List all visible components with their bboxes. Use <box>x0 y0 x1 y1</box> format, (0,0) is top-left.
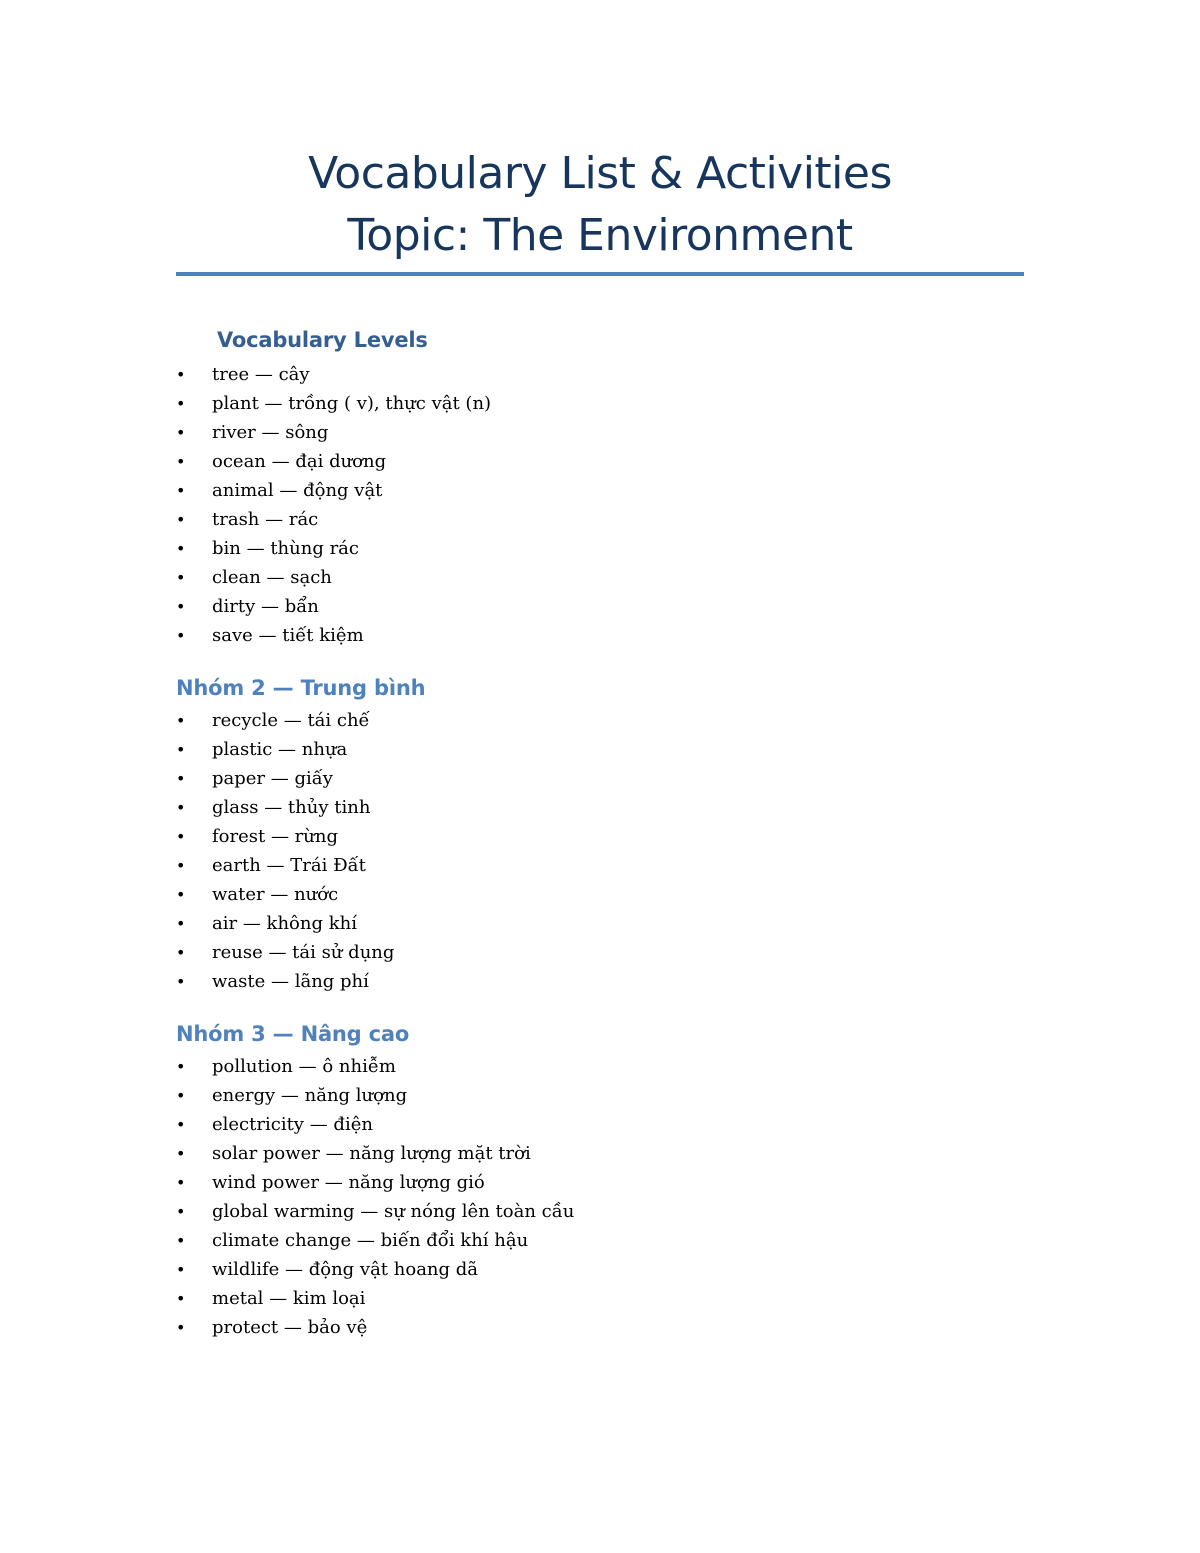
list-item-text: glass — thủy tinh <box>212 797 371 818</box>
title-underline-rule <box>176 272 1024 276</box>
section-heading-group-2: Nhóm 2 — Trung bình <box>176 676 426 700</box>
list-item-text: global warming — sự nóng lên toàn cầu <box>212 1201 575 1222</box>
bullet-icon: • <box>176 943 186 962</box>
list-item-text: trash — rác <box>212 509 319 530</box>
list-item-text: recycle — tái chế <box>212 710 370 731</box>
list-item-text: animal — động vật <box>212 480 383 501</box>
list-item-text: forest — rừng <box>212 826 338 847</box>
bullet-icon: • <box>176 626 186 645</box>
list-item-text: save — tiết kiệm <box>212 625 364 646</box>
bullet-icon: • <box>176 568 186 587</box>
list-item-text: plastic — nhựa <box>212 739 348 760</box>
bullet-icon: • <box>176 597 186 616</box>
list-item-text: dirty — bẩn <box>212 596 319 617</box>
list-item-text: energy — năng lượng <box>212 1085 408 1106</box>
list-item-text: solar power — năng lượng mặt trời <box>212 1143 531 1164</box>
bullet-icon: • <box>176 365 186 384</box>
bullet-icon: • <box>176 972 186 991</box>
bullet-icon: • <box>176 827 186 846</box>
section-heading-group-3: Nhóm 3 — Nâng cao <box>176 1022 410 1046</box>
list-item-text: ocean — đại dương <box>212 451 387 472</box>
bullet-icon: • <box>176 1289 186 1308</box>
list-item-text: air — không khí <box>212 913 357 934</box>
bullet-icon: • <box>176 394 186 413</box>
bullet-icon: • <box>176 856 186 875</box>
list-item-text: clean — sạch <box>212 567 332 588</box>
list-item-text: wind power — năng lượng gió <box>212 1172 485 1193</box>
title-line-1: Vocabulary List & Activities <box>308 148 892 199</box>
bullet-icon: • <box>176 1231 186 1250</box>
bullet-icon: • <box>176 1173 186 1192</box>
list-item-text: river — sông <box>212 422 329 443</box>
list-item-text: wildlife — động vật hoang dã <box>212 1259 479 1280</box>
bullet-icon: • <box>176 740 186 759</box>
list-item-text: electricity — điện <box>212 1114 373 1135</box>
list-item-text: water — nước <box>212 884 339 905</box>
section-heading-vocabulary-levels: Vocabulary Levels <box>217 328 428 352</box>
list-item-text: tree — cây <box>212 364 310 385</box>
list-item-text: pollution — ô nhiễm <box>212 1056 396 1077</box>
title-line-2: Topic: The Environment <box>347 210 853 261</box>
bullet-icon: • <box>176 452 186 471</box>
list-item-text: reuse — tái sử dụng <box>212 942 395 963</box>
bullet-icon: • <box>176 1115 186 1134</box>
list-item-text: bin — thùng rác <box>212 538 359 559</box>
bullet-icon: • <box>176 510 186 529</box>
bullet-icon: • <box>176 1057 186 1076</box>
list-item-text: climate change — biến đổi khí hậu <box>212 1230 529 1251</box>
list-item-text: earth — Trái Đất <box>212 855 366 876</box>
bullet-icon: • <box>176 769 186 788</box>
list-item-text: metal — kim loại <box>212 1288 366 1309</box>
list-item-text: paper — giấy <box>212 768 333 789</box>
bullet-icon: • <box>176 481 186 500</box>
bullet-icon: • <box>176 423 186 442</box>
bullet-icon: • <box>176 914 186 933</box>
bullet-icon: • <box>176 539 186 558</box>
bullet-icon: • <box>176 1086 186 1105</box>
document-title <box>176 143 1024 267</box>
bullet-icon: • <box>176 1260 186 1279</box>
bullet-icon: • <box>176 1202 186 1221</box>
bullet-icon: • <box>176 1144 186 1163</box>
bullet-icon: • <box>176 711 186 730</box>
list-item-text: protect — bảo vệ <box>212 1317 368 1338</box>
list-item-text: plant — trồng ( v), thực vật (n) <box>212 393 492 414</box>
bullet-icon: • <box>176 1318 186 1337</box>
bullet-icon: • <box>176 885 186 904</box>
list-item-text: waste — lãng phí <box>212 971 369 992</box>
bullet-icon: • <box>176 798 186 817</box>
